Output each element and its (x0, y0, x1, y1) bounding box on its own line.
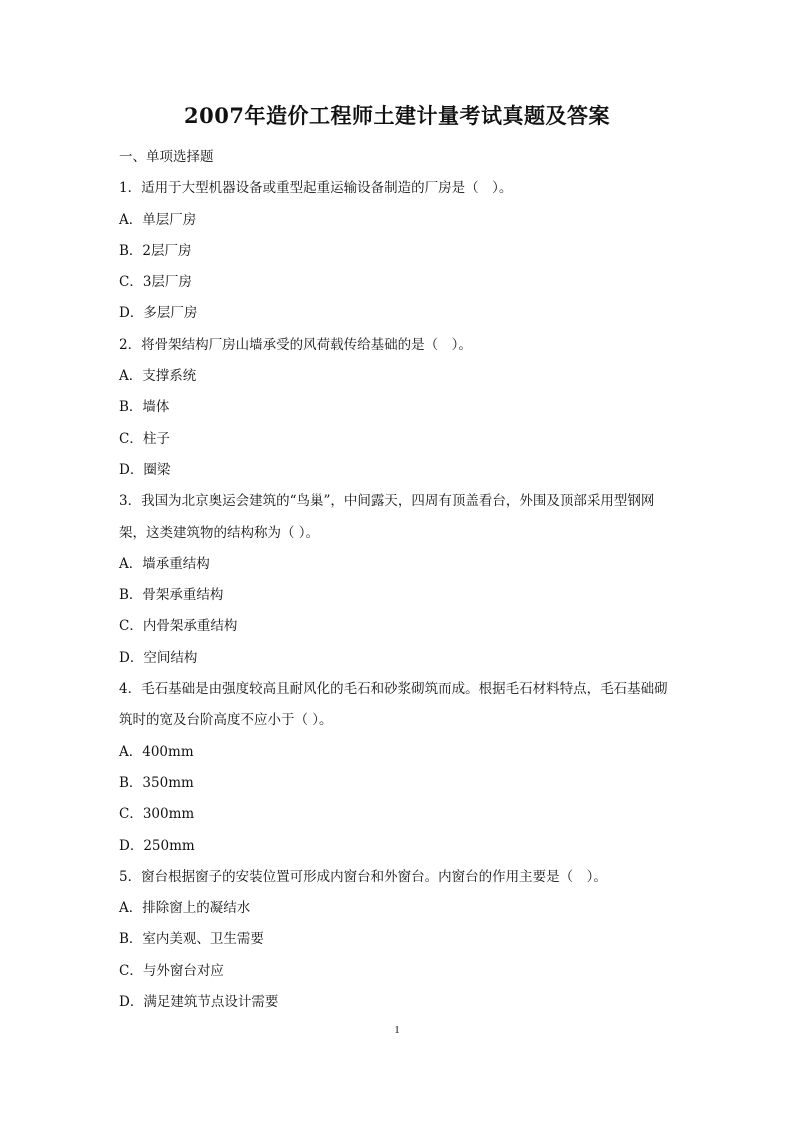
option-2d: D．圈梁 (119, 461, 171, 478)
option-2a: A．支撑系统 (119, 368, 197, 385)
option-3d: D．空间结构 (119, 649, 198, 666)
option-5d: D．满足建筑节点设计需要 (119, 994, 279, 1011)
option-1d: D．多层厂房 (119, 305, 198, 322)
question-1: 1．适用于大型机器设备或重型起重运输设备制造的厂房是（ ）。 (119, 180, 513, 197)
option-5b: B．室内美观、卫生需要 (119, 931, 264, 948)
option-2c: C．柱子 (119, 430, 170, 447)
option-1a: A．单层厂房 (119, 211, 197, 228)
option-2b: B．墙体 (119, 399, 170, 416)
option-1c: C．3层厂房 (119, 274, 192, 291)
option-1b: B．2层厂房 (119, 242, 192, 259)
page-number: 1 (394, 1024, 400, 1036)
option-3c: C．内骨架承重结构 (119, 618, 238, 635)
document-body (119, 142, 679, 1018)
option-5a: A．排除窗上的凝结水 (119, 900, 251, 917)
document-title: 2007年造价工程师土建计量考试真题及答案 (184, 103, 610, 128)
option-3a: A．墙承重结构 (119, 555, 210, 572)
question-4: 4．毛石基础是由强度较高且耐风化的毛石和砂浆砌筑而成。根据毛石材料特点，毛石基础砌筑时的宽及台阶高度不应小于（ ）。 (119, 681, 668, 729)
section-heading: 一、单项选择题 (119, 149, 214, 165)
option-4c: C．300mm (119, 806, 195, 823)
question-2: 2．将骨架结构厂房山墙承受的风荷载传给基础的是（ ）。 (119, 336, 472, 353)
option-4a: A．400mm (119, 743, 194, 760)
question-3: 3．我国为北京奥运会建筑的“鸟巢”，中间露天，四周有顶盖看台，外围及顶部采用型钢网架，这类建筑物的结构称为（ ）。 (119, 493, 655, 541)
question-5: 5．窗台根据窗子的安装位置可形成内窗台和外窗台。内窗台的作用主要是（ ）。 (119, 868, 607, 885)
option-4d: D．250mm (119, 837, 195, 854)
option-3b: B．骨架承重结构 (119, 587, 224, 604)
option-5c: C．与外窗台对应 (119, 962, 224, 979)
option-4b: B．350mm (119, 774, 194, 791)
